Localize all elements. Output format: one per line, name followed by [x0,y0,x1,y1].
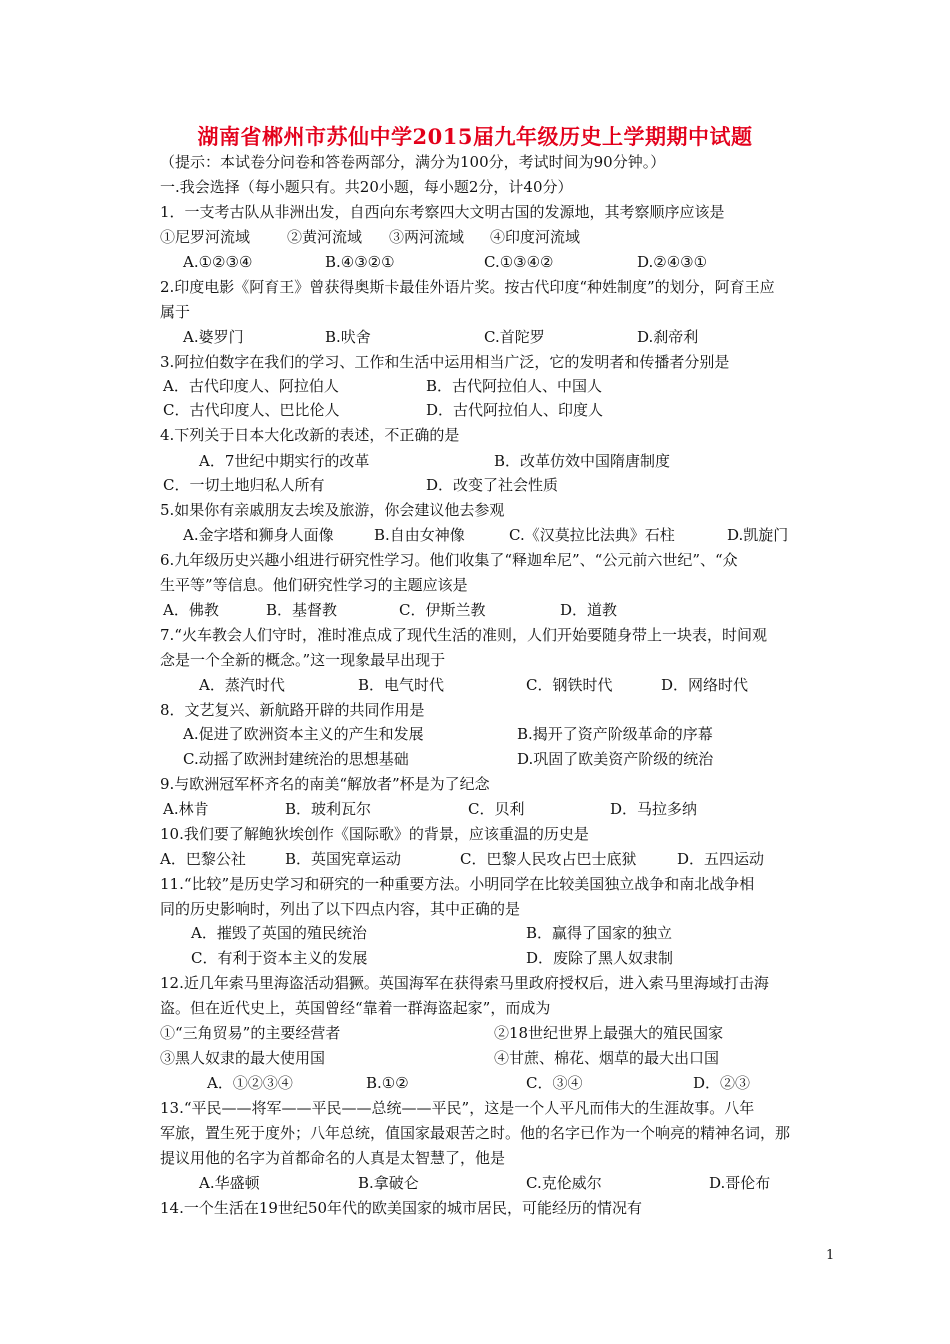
question-stem: 6.九年级历史兴趣小组进行研究性学习。他们收集了“释迦牟尼”、“公元前六世纪”、“众 [160,551,738,569]
question-stem: 10.我们要了解鲍狄埃创作《国际歌》的背景，应该重温的历史是 [160,825,589,843]
answer-option: B.拿破仑 [358,1174,419,1192]
question-stem: 同的历史影响时，列出了以下四点内容，其中正确的是 [160,900,521,918]
question-stem: 14.一个生活在19世纪50年代的欧美国家的城市居民，可能经历的情况有 [160,1199,643,1217]
answer-option: C．一切土地归私人所有 [163,476,325,494]
section-heading: 一.我会选择（每小题只有。共20小题，每小题2分，计40分） [160,178,573,196]
exam-note: （提示：本试卷分问卷和答卷两部分，满分为100分，考试时间为90分钟。） [160,153,666,171]
answer-option: A．蒸汽时代 [199,676,285,694]
answer-option: D．马拉多纳 [610,800,698,818]
answer-option: C.《汉莫拉比法典》石柱 [509,526,675,544]
answer-option: D．废除了黑人奴隶制 [526,949,674,967]
question-stem: 4.下列关于日本大化改新的表述，不正确的是 [160,426,460,444]
answer-option: C．贝利 [468,800,525,818]
answer-option: A.林肯 [163,800,209,818]
list-item: ①尼罗河流域 [160,228,251,246]
answer-option: A．摧毁了英国的殖民统治 [191,924,367,942]
answer-option: B．改革仿效中国隋唐制度 [494,452,671,470]
answer-option: A．佛教 [163,601,219,619]
answer-option: B.揭开了资产阶级革命的序幕 [517,725,713,743]
answer-option: B．电气时代 [358,676,445,694]
question-stem: 2.印度电影《阿育王》曾获得奥斯卡最佳外语片奖。按古代印度“种姓制度”的划分，阿育王应 [160,278,775,296]
question-stem: 念是一个全新的概念。”这一现象最早出现于 [160,651,446,669]
question-stem: 5.如果你有亲戚朋友去埃及旅游，你会建议他去参观 [160,501,505,519]
answer-option: C.首陀罗 [484,328,545,346]
answer-option: A．①②③④ [207,1074,293,1092]
question-stem: 属于 [160,303,191,321]
answer-option: B.④③②① [325,253,395,271]
answer-option: D.②④③① [637,253,708,271]
question-stem: 11.“比较”是历史学习和研究的一种重要方法。小明同学在比较美国独立战争和南北战争相 [160,875,755,893]
answer-option: D.哥伦布 [709,1174,771,1192]
question-stem: 3.阿拉伯数字在我们的学习、工作和生活中运用相当广泛，它的发明者和传播者分别是 [160,353,730,371]
answer-option: B．英国宪章运动 [285,850,402,868]
question-stem: 1．一支考古队从非洲出发，自西向东考察四大文明古国的发源地，其考察顺序应该是 [160,203,725,221]
answer-option: C．古代印度人、巴比伦人 [163,401,340,419]
question-stem: 9.与欧洲冠军杯齐名的南美“解放者”杯是为了纪念 [160,775,490,793]
answer-option: B.①② [366,1074,409,1092]
answer-option: C．巴黎人民攻占巴士底狱 [460,850,637,868]
list-item: ③两河流域 [389,228,465,246]
answer-option: B．赢得了国家的独立 [526,924,673,942]
answer-option: A.华盛顿 [199,1174,260,1192]
answer-option: D．②③ [693,1074,751,1092]
answer-option: A.促进了欧洲资本主义的产生和发展 [183,725,424,743]
question-stem: 7.“火车教会人们守时，准时准点成了现代生活的准则，人们开始要随身带上一块表，时间观 [160,626,767,644]
answer-option: D．古代阿拉伯人、印度人 [426,401,604,419]
list-item: ②18世纪世界上最强大的殖民国家 [494,1024,724,1042]
answer-option: B.自由女神像 [374,526,465,544]
page-number: 1 [826,1248,835,1263]
answer-option: C.克伦威尔 [526,1174,602,1192]
answer-option: A.①②③④ [183,253,253,271]
answer-option: A.金字塔和狮身人面像 [183,526,334,544]
list-item: ④印度河流域 [490,228,581,246]
answer-option: D．改变了社会性质 [426,476,559,494]
question-stem: 12.近几年索马里海盗活动猖獗。英国海军在获得索马里政府授权后，进入索马里海域打击海 [160,974,769,992]
answer-option: B．基督教 [266,601,338,619]
question-stem: 8．文艺复兴、新航路开辟的共同作用是 [160,701,425,719]
answer-option: B.吠舍 [325,328,371,346]
answer-option: B．古代阿拉伯人、中国人 [426,377,603,395]
answer-option: C．有利于资本主义的发展 [191,949,368,967]
answer-option: C．伊斯兰教 [399,601,486,619]
answer-option: D．道教 [560,601,618,619]
answer-option: A．巴黎公社 [160,850,246,868]
answer-option: C.动摇了欧洲封建统治的思想基础 [183,750,409,768]
list-item: ②黄河流域 [287,228,363,246]
list-item: ③黑人奴隶的最大使用国 [160,1049,326,1067]
answer-option: D.凯旋门 [727,526,789,544]
answer-option: C．钢铁时代 [526,676,613,694]
answer-option: B．玻利瓦尔 [285,800,372,818]
answer-option: D．网络时代 [661,676,749,694]
answer-option: C.①③④② [484,253,554,271]
answer-option: D.巩固了欧美资产阶级的统治 [517,750,714,768]
answer-option: D.刹帝利 [637,328,699,346]
answer-option: A．古代印度人、阿拉伯人 [163,377,339,395]
exam-title: 湖南省郴州市苏仙中学2015届九年级历史上学期期中试题 [197,124,753,149]
answer-option: C．③④ [526,1074,583,1092]
question-stem: 13.“平民——将军——平民——总统——平民”，这是一个人平凡而伟大的生涯故事。八年 [160,1099,755,1117]
answer-option: D．五四运动 [677,850,765,868]
answer-option: A．7世纪中期实行的改革 [199,452,370,470]
question-stem: 提议用他的名字为首都命名的人真是太智慧了，他是 [160,1149,506,1167]
question-stem: 生平等”等信息。他们研究性学习的主题应该是 [160,576,468,594]
list-item: ④甘蔗、棉花、烟草的最大出口国 [494,1049,720,1067]
question-stem: 盗。但在近代史上，英国曾经“靠着一群海盗起家”，而成为 [160,999,551,1017]
answer-option: A.婆罗门 [183,328,244,346]
list-item: ①“三角贸易”的主要经营者 [160,1024,341,1042]
question-stem: 军旅，置生死于度外；八年总统，值国家最艰苦之时。他的名字已作为一个响亮的精神名词，那 [160,1124,791,1142]
